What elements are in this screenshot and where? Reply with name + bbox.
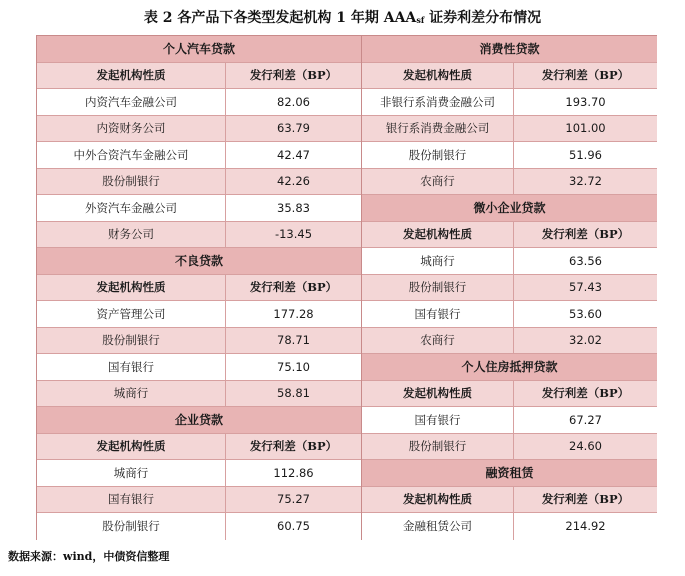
data-source-note: 数据来源：wind，中债资信整理 [8,550,170,563]
table-row [37,116,361,143]
spread-value-cell: 75.27 [277,492,310,507]
table-row [362,301,657,328]
issuer-type-cell: 农商行 [362,169,514,195]
issuer-type-cell: 非银行系消费金融公司 [362,89,514,115]
section-title: 不良贷款 [174,254,223,269]
spread-value-cell: -13.45 [274,227,313,242]
issuer-type-cell: 外资汽车金融公司 [37,195,226,221]
spread-value-cell: 42.47 [277,147,310,162]
section-header-row [37,248,361,275]
spread-value-cell: 24.60 [569,439,602,454]
issuer-type-cell: 股份制银行 [362,142,514,168]
issuer-type-cell: 内资财务公司 [37,116,226,142]
header-spread: 发行利差（BP） [249,280,338,295]
spread-value-cell: 57.43 [569,280,602,295]
table-row [37,301,361,328]
table-row [37,354,361,381]
column-header-row [362,381,657,408]
issuer-type-cell: 股份制银行 [362,434,514,460]
issuer-type-cell: 城商行 [362,248,514,274]
issuer-type-cell: 股份制银行 [362,275,514,301]
section-title: 微小企业贷款 [473,201,546,216]
section-title: 个人住房抵押贷款 [461,360,558,375]
spread-value-cell: 32.72 [569,174,602,189]
table-row [362,116,657,143]
issuer-type-cell: 中外合资汽车金融公司 [37,142,226,168]
table-row [37,142,361,169]
right-column [361,36,657,540]
issuer-type-cell: 农商行 [362,328,514,354]
section-header-row [37,36,361,63]
issuer-type-cell: 城商行 [37,381,226,407]
section-title: 企业贷款 [174,413,223,428]
section-header-row [362,195,657,222]
issuer-type-cell: 国有银行 [37,487,226,513]
issuer-type-cell: 内资汽车金融公司 [37,89,226,115]
issuer-type-cell: 股份制银行 [37,328,226,354]
spread-value-cell: 53.60 [569,306,602,321]
table-row [362,169,657,196]
column-header-row [362,222,657,249]
spread-value-cell: 35.83 [277,200,310,215]
header-issuer-type: 发起机构性质 [362,487,514,513]
table-row [362,407,657,434]
spread-value-cell: 42.26 [277,174,310,189]
spread-value-cell: 58.81 [277,386,310,401]
table-row [362,513,657,540]
left-column [37,36,361,540]
column-header-row [37,275,361,302]
column-header-row [362,63,657,90]
spread-value-cell: 63.56 [569,253,602,268]
section-header-row [362,354,657,381]
issuer-type-cell: 城商行 [37,460,226,486]
table-row [362,275,657,302]
header-issuer-type: 发起机构性质 [362,63,514,89]
spread-value-cell: 214.92 [565,519,606,534]
issuer-type-cell: 资产管理公司 [37,301,226,327]
spread-value-cell: 101.00 [565,121,606,136]
section-title: 融资租赁 [485,466,534,481]
column-header-row [37,434,361,461]
header-issuer-type: 发起机构性质 [37,434,226,460]
header-spread: 发行利差（BP） [249,439,338,454]
table-row [37,460,361,487]
header-spread: 发行利差（BP） [541,492,630,507]
spread-value-cell: 78.71 [277,333,310,348]
table-row [362,434,657,461]
table-row [37,89,361,116]
table-row [37,169,361,196]
table-row [37,487,361,514]
table-row [37,513,361,540]
spread-value-cell: 63.79 [277,121,310,136]
header-issuer-type: 发起机构性质 [362,381,514,407]
spread-value-cell: 32.02 [569,333,602,348]
spread-table [36,35,657,540]
issuer-type-cell: 金融租赁公司 [362,513,514,540]
section-title: 消费性贷款 [479,42,540,57]
issuer-type-cell: 银行系消费金融公司 [362,116,514,142]
header-spread: 发行利差（BP） [541,68,630,83]
section-header-row [37,407,361,434]
spread-value-cell: 60.75 [277,519,310,534]
table-row [37,381,361,408]
spread-value-cell: 67.27 [569,412,602,427]
header-spread: 发行利差（BP） [541,227,630,242]
table-row [37,195,361,222]
table-row [362,328,657,355]
header-issuer-type: 发起机构性质 [37,63,226,89]
header-spread: 发行利差（BP） [249,68,338,83]
spread-value-cell: 75.10 [277,359,310,374]
header-issuer-type: 发起机构性质 [37,275,226,301]
issuer-type-cell: 股份制银行 [37,169,226,195]
spread-value-cell: 112.86 [273,465,314,480]
issuer-type-cell: 财务公司 [37,222,226,248]
table-row [362,142,657,169]
column-header-row [362,487,657,514]
section-header-row [362,460,657,487]
header-issuer-type: 发起机构性质 [362,222,514,248]
section-header-row [362,36,657,63]
issuer-type-cell: 国有银行 [37,354,226,380]
table-row [362,248,657,275]
spread-value-cell: 177.28 [273,306,314,321]
header-spread: 发行利差（BP） [541,386,630,401]
table-row [37,328,361,355]
spread-value-cell: 193.70 [565,94,606,109]
issuer-type-cell: 国有银行 [362,301,514,327]
table-row [37,222,361,249]
spread-value-cell: 51.96 [569,147,602,162]
spread-value-cell: 82.06 [277,94,310,109]
issuer-type-cell: 国有银行 [362,407,514,433]
section-title: 个人汽车贷款 [162,42,235,57]
issuer-type-cell: 股份制银行 [37,513,226,540]
column-header-row [37,63,361,90]
table-title: 表 2 各产品下各类型发起机构 1 年期 $AAA_{sf}$ 证券利差分布情况 [143,10,542,26]
table-row [362,89,657,116]
